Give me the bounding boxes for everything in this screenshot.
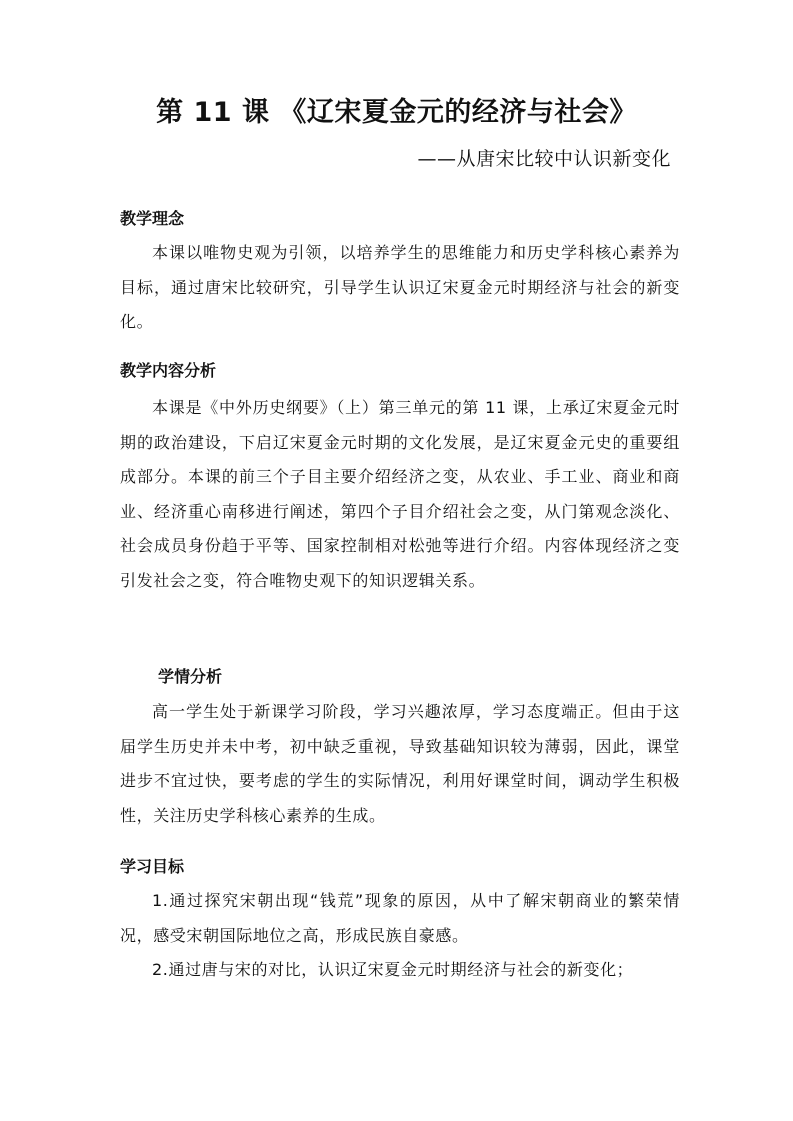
section-body-teaching-philosophy [120, 236, 680, 340]
section-body-learner-analysis [120, 695, 680, 833]
paragraph: 本课以唯物史观为引领，以培养学生的思维能力和历史学科核心素养为目标，通过唐宋比较研究，引导学生认识辽宋夏金元时期经济与社会的新变化。 [120, 243, 680, 331]
paragraph: 本课是《中外历史纲要》（上）第三单元的第 11 课，上承辽宋夏金元时期的政治建设，下启辽宋夏金元时期的文化发展，是辽宋夏金元史的重要组成部分。本课的前三个子目主要介绍经济之变，从农业、手工业、商业和商业、经济重心南移进行阐述，第四个子目介绍社会之变，从门第观念淡化、社会成员身份趋于平等、国家控制相对松弛等进行介绍。内容体现经济之变引发社会之变，符合唯物史观下的知识逻辑关系。 [120, 398, 680, 590]
paragraph: 高一学生处于新课学习阶段，学习兴趣浓厚，学习态度端正。但由于这届学生历史并未中考，初中缺乏重视，导致基础知识较为薄弱，因此，课堂进步不宜过快，要考虑的学生的实际情况，利用好课堂时间，调动学生积极性，关注历史学科核心素养的生成。 [120, 702, 680, 825]
section-heading-learning-objectives: 学习目标 [120, 857, 185, 876]
objective-item: 1.通过探究宋朝出现“钱荒”现象的原因，从中了解宋朝商业的繁荣情况，感受宋朝国际地位之高，形成民族自豪感。 [120, 891, 680, 945]
objective-item: 2.通过唐与宋的对比，认识辽宋夏金元时期经济与社会的新变化； [152, 960, 634, 979]
section-body-learning-objectives [120, 884, 680, 988]
section-heading-content-analysis: 教学内容分析 [120, 361, 217, 380]
section-body-content-analysis [120, 391, 680, 598]
document-title: 第 11 课 《辽宋夏金元的经济与社会》 [156, 97, 637, 128]
section-heading-teaching-philosophy: 教学理念 [120, 209, 185, 228]
document-subtitle: ——从唐宋比较中认识新变化 [417, 148, 671, 170]
section-heading-learner-analysis: 学情分析 [158, 667, 223, 686]
